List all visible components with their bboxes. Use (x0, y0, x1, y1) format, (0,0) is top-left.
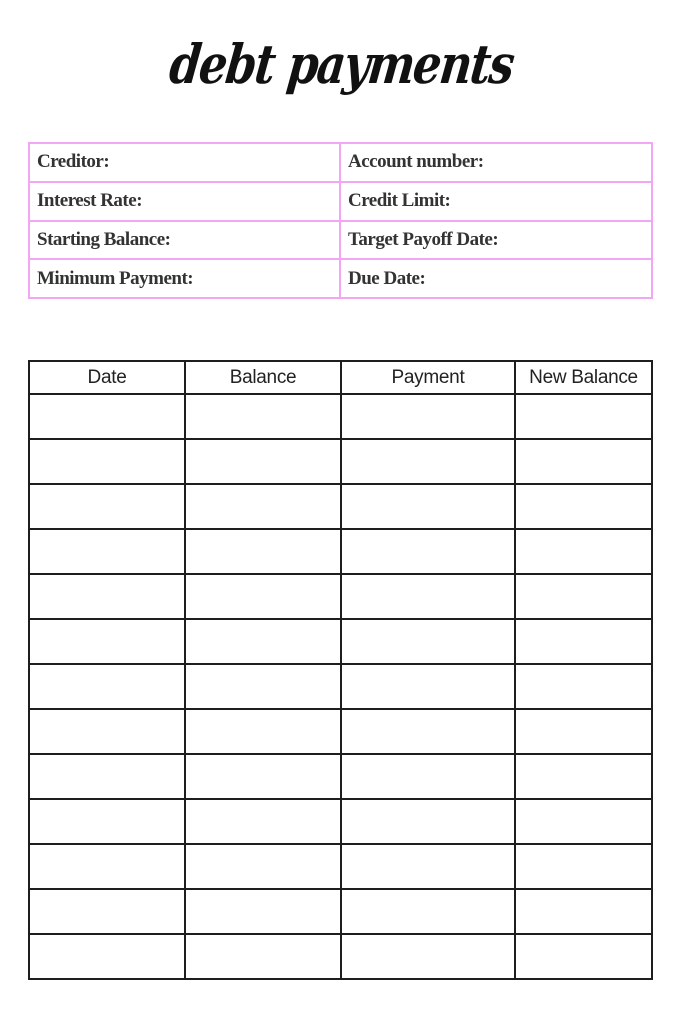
new-balance-cell[interactable] (515, 799, 652, 844)
info-row (29, 143, 652, 182)
creditor-field[interactable]: Creditor: (29, 143, 340, 182)
date-cell[interactable] (29, 529, 185, 574)
date-cell[interactable] (29, 664, 185, 709)
column-header-new-balance: New Balance (515, 361, 652, 394)
table-row (29, 664, 652, 709)
info-row (29, 182, 652, 221)
new-balance-cell[interactable] (515, 844, 652, 889)
new-balance-cell[interactable] (515, 664, 652, 709)
payment-cell[interactable] (341, 529, 515, 574)
balance-cell[interactable] (185, 574, 341, 619)
new-balance-cell[interactable] (515, 484, 652, 529)
due-date-field[interactable]: Due Date: (340, 259, 652, 298)
date-cell[interactable] (29, 799, 185, 844)
payment-log-header (29, 361, 652, 394)
date-cell[interactable] (29, 934, 185, 979)
page-title: debt payments (166, 32, 517, 96)
table-row (29, 394, 652, 439)
column-header-payment: Payment (341, 361, 515, 394)
date-cell[interactable] (29, 439, 185, 484)
new-balance-cell[interactable] (515, 574, 652, 619)
payment-cell[interactable] (341, 394, 515, 439)
table-row (29, 619, 652, 664)
payment-cell[interactable] (341, 484, 515, 529)
balance-cell[interactable] (185, 394, 341, 439)
payment-cell[interactable] (341, 664, 515, 709)
balance-cell[interactable] (185, 484, 341, 529)
credit-limit-field[interactable]: Credit Limit: (340, 182, 652, 221)
table-row (29, 484, 652, 529)
table-row (29, 844, 652, 889)
table-row (29, 439, 652, 484)
minimum-payment-field[interactable]: Minimum Payment: (29, 259, 340, 298)
payment-cell[interactable] (341, 439, 515, 484)
balance-cell[interactable] (185, 799, 341, 844)
new-balance-cell[interactable] (515, 394, 652, 439)
balance-cell[interactable] (185, 664, 341, 709)
payment-log-body (29, 394, 652, 979)
date-cell[interactable] (29, 574, 185, 619)
payment-cell[interactable] (341, 709, 515, 754)
column-header-balance: Balance (185, 361, 341, 394)
debt-info-table (28, 142, 653, 299)
balance-cell[interactable] (185, 709, 341, 754)
table-row (29, 799, 652, 844)
info-row (29, 221, 652, 260)
new-balance-cell[interactable] (515, 934, 652, 979)
starting-balance-field[interactable]: Starting Balance: (29, 221, 340, 260)
column-header-date: Date (29, 361, 185, 394)
balance-cell[interactable] (185, 844, 341, 889)
balance-cell[interactable] (185, 934, 341, 979)
table-row (29, 574, 652, 619)
new-balance-cell[interactable] (515, 619, 652, 664)
payment-cell[interactable] (341, 844, 515, 889)
info-row (29, 259, 652, 298)
interest-rate-field[interactable]: Interest Rate: (29, 182, 340, 221)
payment-cell[interactable] (341, 574, 515, 619)
date-cell[interactable] (29, 484, 185, 529)
balance-cell[interactable] (185, 619, 341, 664)
payment-cell[interactable] (341, 799, 515, 844)
date-cell[interactable] (29, 754, 185, 799)
table-row (29, 709, 652, 754)
balance-cell[interactable] (185, 889, 341, 934)
table-row (29, 934, 652, 979)
balance-cell[interactable] (185, 439, 341, 484)
table-row (29, 529, 652, 574)
new-balance-cell[interactable] (515, 709, 652, 754)
new-balance-cell[interactable] (515, 889, 652, 934)
balance-cell[interactable] (185, 754, 341, 799)
date-cell[interactable] (29, 844, 185, 889)
new-balance-cell[interactable] (515, 754, 652, 799)
balance-cell[interactable] (185, 529, 341, 574)
payment-cell[interactable] (341, 889, 515, 934)
payment-cell[interactable] (341, 754, 515, 799)
payment-cell[interactable] (341, 619, 515, 664)
account-number-field[interactable]: Account number: (340, 143, 652, 182)
table-row (29, 754, 652, 799)
payment-log-table (28, 360, 653, 980)
date-cell[interactable] (29, 889, 185, 934)
new-balance-cell[interactable] (515, 529, 652, 574)
new-balance-cell[interactable] (515, 439, 652, 484)
payment-cell[interactable] (341, 934, 515, 979)
date-cell[interactable] (29, 619, 185, 664)
table-row (29, 889, 652, 934)
date-cell[interactable] (29, 709, 185, 754)
target-payoff-date-field[interactable]: Target Payoff Date: (340, 221, 652, 260)
date-cell[interactable] (29, 394, 185, 439)
